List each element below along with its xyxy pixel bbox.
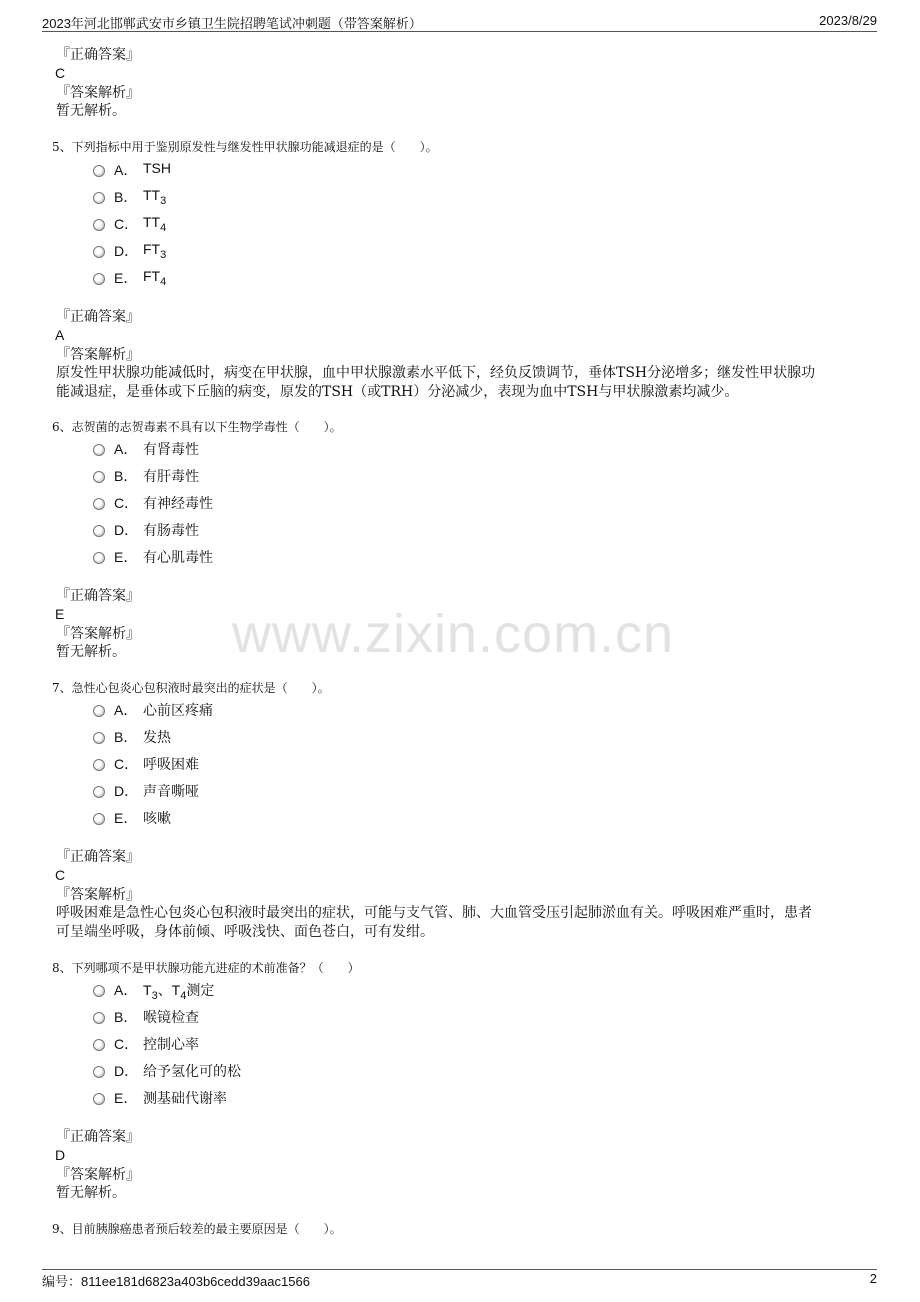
radio-icon[interactable]	[93, 498, 105, 510]
correct-answer-label: 『正确答案』	[56, 1129, 140, 1145]
analysis-text: 呼吸困难是急性心包炎心包积液时最突出的症状，可能与支气管、肺、大血管受压引起肺淤血有关。呼吸困难严重时，患者	[56, 905, 812, 921]
analysis-label: 『答案解析』	[56, 887, 140, 903]
question-stem: 5、下列指标中用于鉴别原发性与继发性甲状腺功能减退症的是（ ）。	[52, 140, 438, 154]
page-number: 2	[869, 1271, 877, 1286]
analysis-label: 『答案解析』	[56, 1167, 140, 1183]
footer-divider	[42, 1269, 877, 1270]
correct-answer-label: 『正确答案』	[56, 47, 140, 63]
analysis-text: 原发性甲状腺功能减低时，病变在甲状腺，血中甲状腺激素水平低下，经负反馈调节，垂体TSH分泌增多；继发性甲状腺功	[56, 365, 816, 381]
radio-icon[interactable]	[93, 525, 105, 537]
analysis-text: 能减退症，是垂体或下丘脑的病变，原发的TSH（或TRH）分泌减少，表现为血中TSH与甲状腺激素均减少。	[56, 384, 739, 400]
correct-answer-label: 『正确答案』	[56, 849, 140, 865]
radio-icon[interactable]	[93, 759, 105, 771]
question-stem: 9、目前胰腺癌患者预后较差的最主要原因是（ ）。	[52, 1222, 342, 1236]
radio-icon[interactable]	[93, 246, 105, 258]
correct-answer-value: A	[55, 327, 65, 343]
radio-icon[interactable]	[93, 471, 105, 483]
correct-answer-value: D	[55, 1147, 66, 1163]
watermark: www.zixin.com.cn	[232, 604, 675, 664]
analysis-text: 可呈端坐呼吸，身体前倾、呼吸浅快、面色苍白，可有发绀。	[56, 924, 434, 940]
correct-answer-label: 『正确答案』	[56, 309, 140, 325]
question-stem: 7、急性心包炎心包积液时最突出的症状是（ ）。	[52, 681, 330, 695]
analysis-text: 暂无解析。	[56, 103, 126, 119]
correct-answer-value: E	[55, 606, 65, 622]
radio-icon[interactable]	[93, 786, 105, 798]
radio-icon[interactable]	[93, 1093, 105, 1105]
document-date: 2023/8/29	[819, 13, 877, 28]
correct-answer-value: C	[55, 65, 66, 81]
question-stem: 8、下列哪项不是甲状腺功能亢进症的术前准备？（ ）	[52, 961, 360, 975]
correct-answer-label: 『正确答案』	[56, 588, 140, 604]
radio-icon[interactable]	[93, 192, 105, 204]
question-stem: 6、志贺菌的志贺毒素不具有以下生物学毒性（ ）。	[52, 420, 342, 434]
analysis-label: 『答案解析』	[56, 347, 140, 363]
analysis-text: 暂无解析。	[56, 1185, 126, 1201]
radio-icon[interactable]	[93, 985, 105, 997]
analysis-label: 『答案解析』	[56, 626, 140, 642]
correct-answer-value: C	[55, 867, 66, 883]
header-divider	[42, 31, 877, 32]
radio-icon[interactable]	[93, 273, 105, 285]
radio-icon[interactable]	[93, 1066, 105, 1078]
radio-icon[interactable]	[93, 1039, 105, 1051]
radio-icon[interactable]	[93, 813, 105, 825]
radio-icon[interactable]	[93, 1012, 105, 1024]
radio-icon[interactable]	[93, 444, 105, 456]
analysis-label: 『答案解析』	[56, 85, 140, 101]
radio-icon[interactable]	[93, 219, 105, 231]
document-title: 2023年河北邯郸武安市乡镇卫生院招聘笔试冲刺题（带答案解析）	[42, 16, 422, 31]
radio-icon[interactable]	[93, 552, 105, 564]
radio-icon[interactable]	[93, 732, 105, 744]
document-code: 编号：811ee181d6823a403b6cedd39aac1566	[42, 1274, 310, 1289]
radio-icon[interactable]	[93, 705, 105, 717]
radio-icon[interactable]	[93, 165, 105, 177]
analysis-text: 暂无解析。	[56, 644, 126, 660]
